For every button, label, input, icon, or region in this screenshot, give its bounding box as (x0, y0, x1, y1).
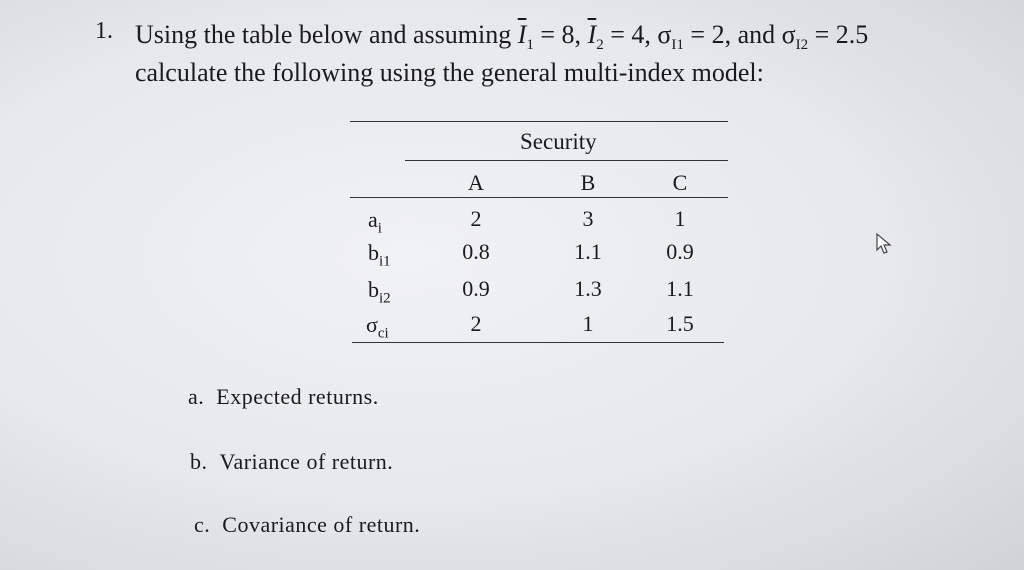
row-label-sigma-ci: $\sigma_{ci}$ (366, 312, 389, 342)
column-header-a: A (468, 170, 484, 195)
part-b: b. Variance of return. (190, 449, 394, 474)
mean-index-1-value: = 8, (533, 20, 588, 49)
column-header-rule (350, 197, 728, 198)
part-c: c. Covariance of return. (194, 512, 421, 537)
table-top-rule (350, 121, 728, 122)
table-cell: 0.9 (666, 239, 694, 264)
mean-index-1: $\overline{I}$ (517, 20, 527, 49)
table-cell: 1.1 (574, 239, 602, 264)
question-number: 1. (95, 18, 113, 44)
mouse-pointer-icon (875, 232, 893, 261)
sigma-index-1-value: = 2, and (683, 20, 782, 49)
mean-index-2: $\overline{I}$ (587, 20, 597, 49)
sigma-index-2-value: = 2.5 (808, 20, 869, 49)
security-header: Security (520, 129, 597, 154)
table-bottom-rule (352, 342, 724, 343)
mean-index-2-sub: 2 (596, 37, 604, 54)
security-header-rule (405, 160, 728, 161)
question-line-1 (135, 20, 868, 54)
table-cell: 1.1 (666, 276, 694, 301)
table-cell: 3 (582, 206, 594, 231)
row-label-ai: $a_i$ (368, 207, 382, 237)
table-cell: 0.8 (462, 239, 490, 264)
sigma-index-1-sub: I1 (671, 37, 684, 54)
table-cell: 2 (470, 311, 482, 336)
sigma-index-1: σ (657, 20, 672, 49)
sigma-index-2: σ (781, 20, 796, 49)
column-header-c: C (672, 170, 688, 195)
column-header-b: B (580, 170, 596, 195)
row-label-bi2: $b_{i2}$ (368, 277, 391, 307)
mean-index-1-sub: 1 (526, 37, 534, 54)
table-cell: 0.9 (462, 276, 490, 301)
table-cell: 1.3 (574, 276, 602, 301)
sigma-index-2-sub: I2 (795, 37, 809, 54)
table-cell: 1 (582, 311, 594, 336)
question-intro: Using the table below and assuming (135, 20, 512, 49)
row-label-bi1: $b_{i1}$ (368, 240, 391, 270)
table-cell: 1.5 (666, 311, 694, 336)
part-a: a. Expected returns. (188, 384, 379, 409)
mean-index-2-value: = 4, (603, 20, 658, 49)
question-line-2: calculate the following using the general multi-index model: (135, 58, 764, 87)
table-cell: 1 (674, 206, 686, 231)
table-cell: 2 (470, 206, 482, 231)
